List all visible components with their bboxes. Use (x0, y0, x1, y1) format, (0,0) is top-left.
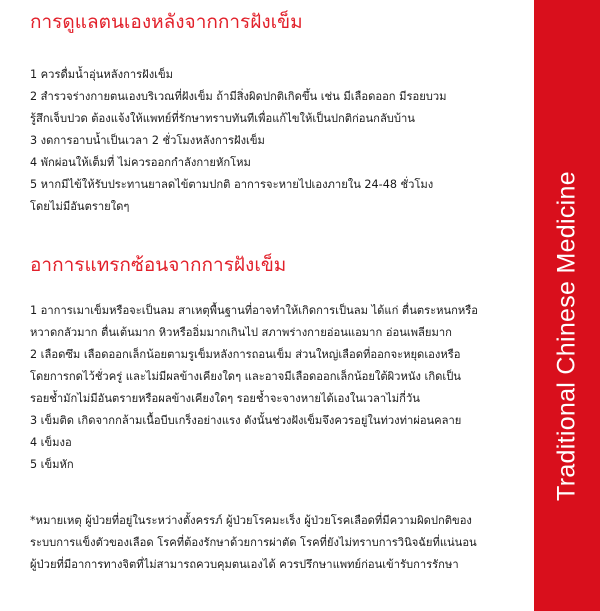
self-care-item-4: 4 พักผ่อนให้เต็มที่ ไม่ควรออกกำลังกายหักโหม (30, 156, 251, 169)
self-care-item-1: 1 ควรดื่มน้ำอุ่นหลังการฝังเข็ม (30, 68, 174, 81)
side-banner (534, 0, 600, 611)
section-title-self-care: การดูแลตนเองหลังจากการฝังเข็ม (30, 11, 303, 33)
note-line-2: ระบบการแข็งตัวของเลือด โรคที่ต้องรักษาด้วยการผ่าตัด โรคที่ยังไม่ทราบการวินิจฉัยที่แน่นอน (30, 536, 477, 549)
note-line-1: *หมายเหตุ ผู้ป่วยที่อยู่ในระหว่างตั้งครรภ์ ผู้ป่วยโรคมะเร็ง ผู้ป่วยโรคเลือดที่มีความผิดปกติของ (30, 514, 472, 527)
complication-item-2-cont-2: รอยช้ำมักไม่มีอันตรายหรือผลข้างเคียงใดๆ รอยช้ำจะจางหายได้เองในเวลาไม่กี่วัน (30, 392, 420, 405)
complication-item-4: 4 เข็มงอ (30, 436, 72, 449)
self-care-item-5-cont: โดยไม่มีอันตรายใดๆ (30, 200, 130, 213)
complication-item-2-cont: โดยการกดไว้ชั่วครู่ และไม่มีผลข้างเคียงใดๆ และอาจมีเลือดออกเล็กน้อยใต้ผิวหนัง เกิดเป็น (30, 370, 461, 383)
complication-item-1: 1 อาการเมาเข็มหรือจะเป็นลม สาเหตุพื้นฐานที่อาจทำให้เกิดการเป็นลม ได้แก่ ตื่นตระหนกหรือ (30, 304, 479, 317)
section-title-complications: อาการแทรกซ้อนจากการฝังเข็ม (30, 254, 287, 276)
complication-item-1-cont: หวาดกลัวมาก ตื่นเต้นมาก หิวหรืออิ่มมากเกินไป สภาพร่างกายอ่อนแอมาก อ่อนเพลียมาก (30, 326, 452, 339)
complication-item-3: 3 เข็มติด เกิดจากกล้ามเนื้อบีบเกร็งอย่างแรง ดังนั้นช่วงฝังเข็มจึงควรอยู่ในท่วงท่าผ่อนคลาย (30, 414, 462, 427)
document-body (30, 0, 530, 611)
self-care-item-2-cont: รู้สึกเจ็บปวด ต้องแจ้งให้แพทย์ที่รักษาทราบทันทีเพื่อแก้ไขให้เป็นปกติก่อนกลับบ้าน (30, 112, 415, 125)
self-care-item-3: 3 งดการอาบน้ำเป็นเวลา 2 ชั่วโมงหลังการฝังเข็ม (30, 134, 265, 147)
complication-item-2: 2 เลือดซึม เลือดออกเล็กน้อยตามรูเข็มหลังการถอนเข็ม ส่วนใหญ่เลือดที่ออกจะหยุดเองหรือ (30, 348, 461, 361)
complication-item-5: 5 เข็มหัก (30, 458, 74, 471)
note-line-3: ผู้ป่วยที่มีอาการทางจิตที่ไม่สามารถควบคุมตนเองได้ ควรปรึกษาแพทย์ก่อนเข้ารับการรักษา (30, 558, 459, 571)
banner-title: Traditional Chinese Medicine (552, 171, 581, 501)
self-care-item-5: 5 หากมีไข้ให้รับประทานยาลดไข้ตามปกติ อาการจะหายไปเองภายใน 24-48 ชั่วโมง (30, 178, 434, 191)
self-care-item-2: 2 สำรวจร่างกายตนเองบริเวณที่ฝังเข็ม ถ้ามีสิ่งผิดปกติเกิดขึ้น เช่น มีเลือดออก มีรอยบวม (30, 90, 447, 103)
